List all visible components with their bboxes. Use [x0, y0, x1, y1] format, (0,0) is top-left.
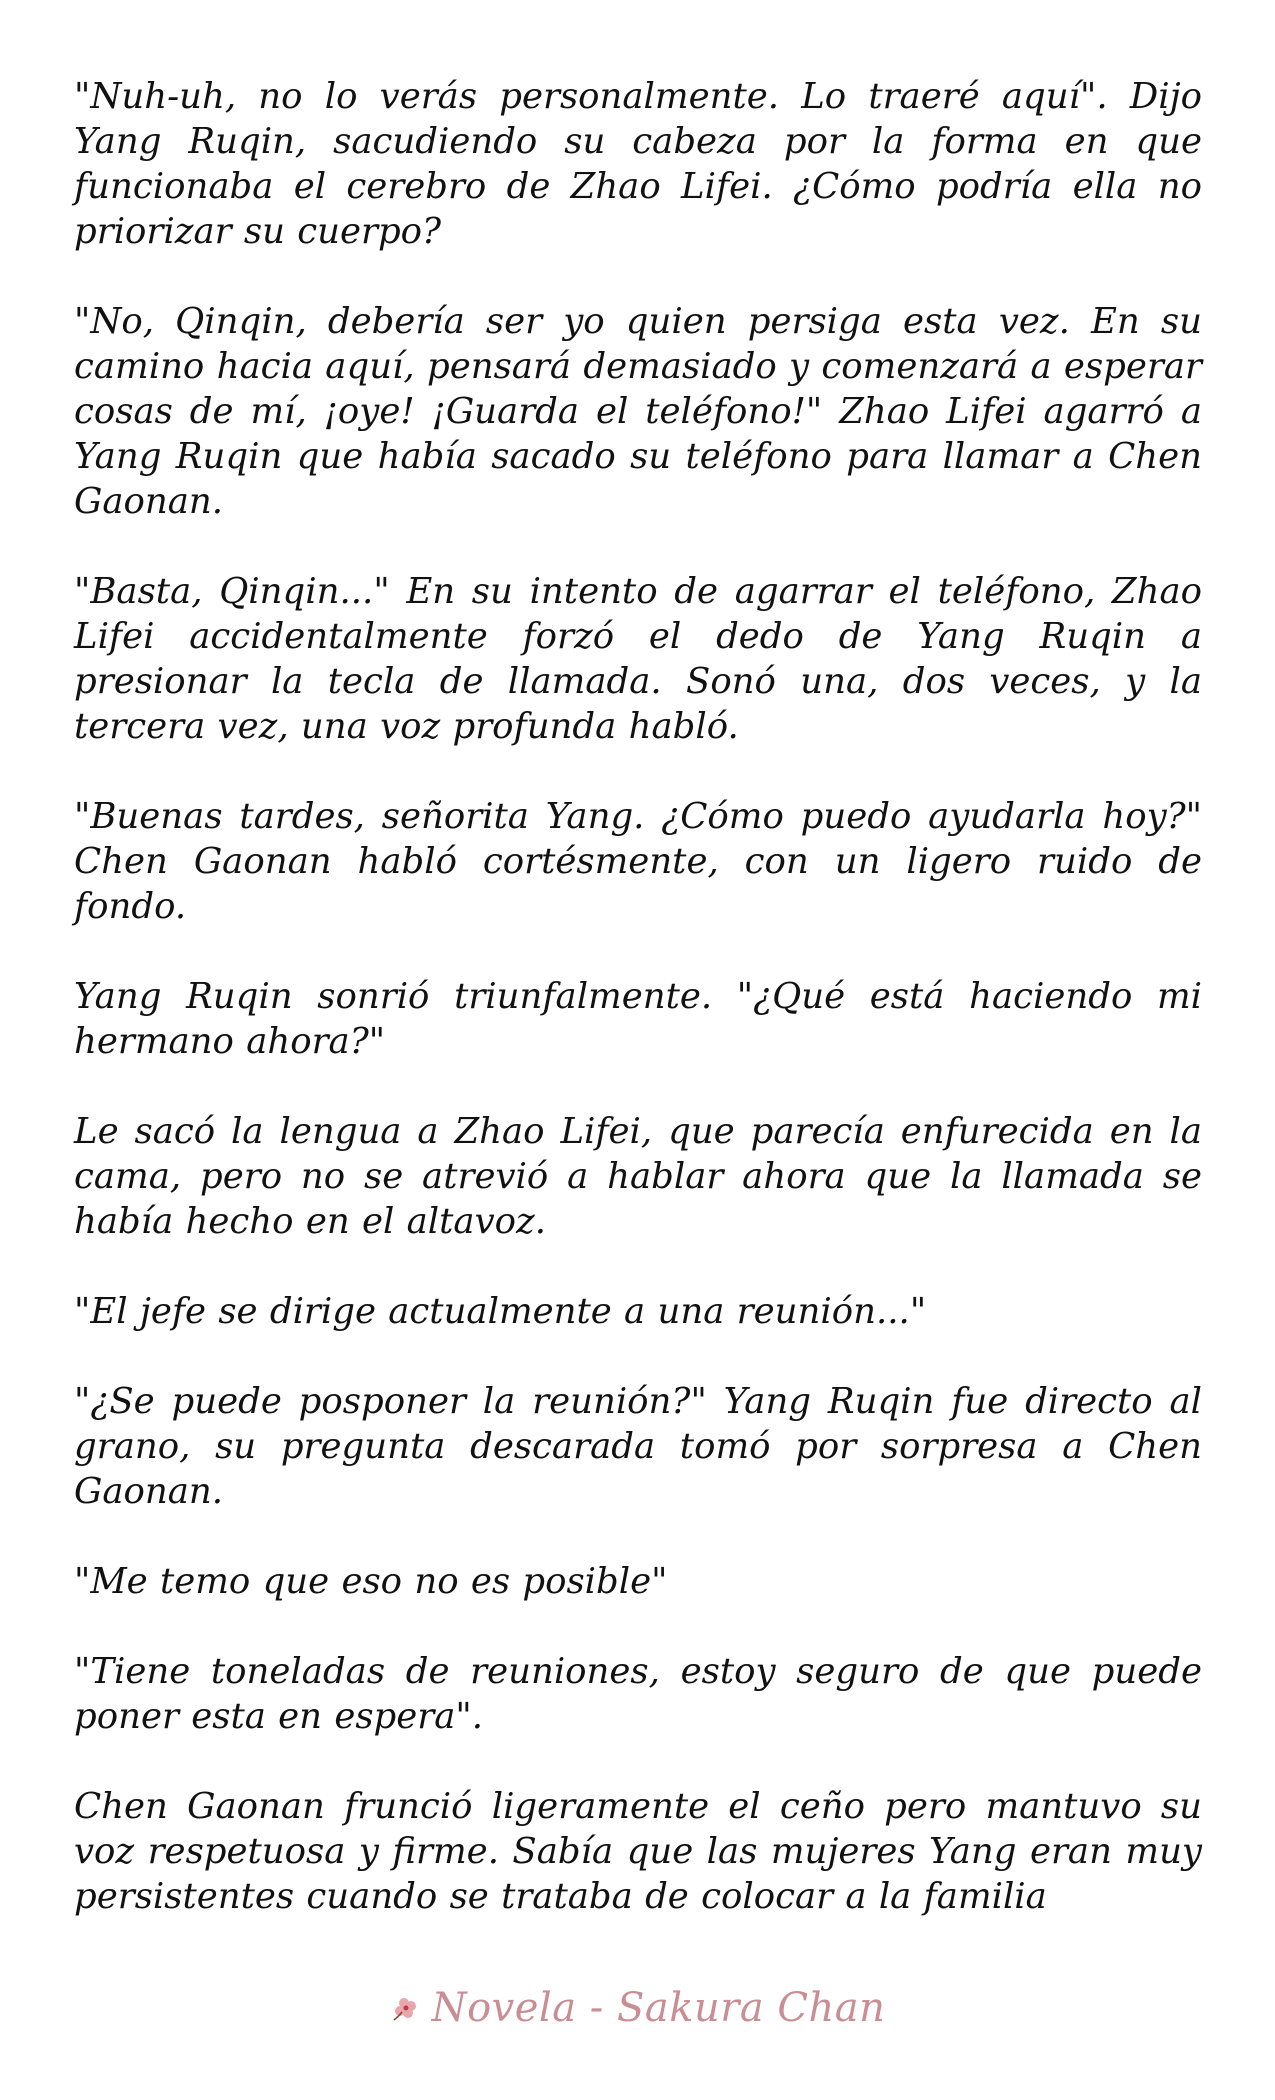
paragraph-3: "Basta, Qinqin..." En su intento de agarrar el teléfono, Zhao Lifei accidentalmente forzó el dedo de Yang Ruqin a presionar la tecla de llamada. Sonó una, dos veces, y la tercera vez, una voz profunda habló. — [74, 571, 1202, 747]
document-body — [74, 74, 1202, 1964]
paragraph-6: Le sacó la lengua a Zhao Lifei, que parecía enfurecida en la cama, pero no se atrevió a hablar ahora que la llamada se había hecho en el altavoz. — [74, 1111, 1202, 1242]
paragraph-9: "Me temo que eso no es posible" — [74, 1561, 668, 1602]
paragraph-8: "¿Se puede posponer la reunión?" Yang Ruqin fue directo al grano, su pregunta descarada tomó por sorpresa a Chen Gaonan. — [74, 1381, 1202, 1512]
paragraph-11: Chen Gaonan frunció ligeramente el ceño pero mantuvo su voz respetuosa y firme. Sabía que las mujeres Yang eran muy persistentes cuando se trataba de colocar a la familia — [74, 1786, 1202, 1917]
paragraph-1: "Nuh-uh, no lo verás personalmente. Lo traeré aquí". Dijo Yang Ruqin, sacudiendo su cabeza por la forma en que funcionaba el cerebro de Zhao Lifei. ¿Cómo podría ella no priorizar su cuerpo? — [74, 76, 1202, 252]
watermark — [0, 1985, 1275, 2034]
paragraph-7: "El jefe se dirige actualmente a una reunión..." — [74, 1291, 927, 1332]
watermark-text: Novela - Sakura Chan — [431, 1985, 886, 2031]
sakura-flower-icon — [390, 1988, 426, 2034]
paragraph-10: "Tiene toneladas de reuniones, estoy seguro de que puede poner esta en espera". — [74, 1651, 1202, 1737]
paragraph-2: "No, Qinqin, debería ser yo quien persiga esta vez. En su camino hacia aquí, pensará demasiado y comenzará a esperar cosas de mí, ¡oye! ¡Guarda el teléfono!" Zhao Lifei agarró a Yang Ruqin que había sacado su teléfono para llamar a Chen Gaonan. — [74, 301, 1202, 522]
paragraph-4: "Buenas tardes, señorita Yang. ¿Cómo puedo ayudarla hoy?" Chen Gaonan habló cortésmente, con un ligero ruido de fondo. — [74, 796, 1202, 927]
paragraph-5: Yang Ruqin sonrió triunfalmente. "¿Qué está haciendo mi hermano ahora?" — [74, 976, 1202, 1062]
